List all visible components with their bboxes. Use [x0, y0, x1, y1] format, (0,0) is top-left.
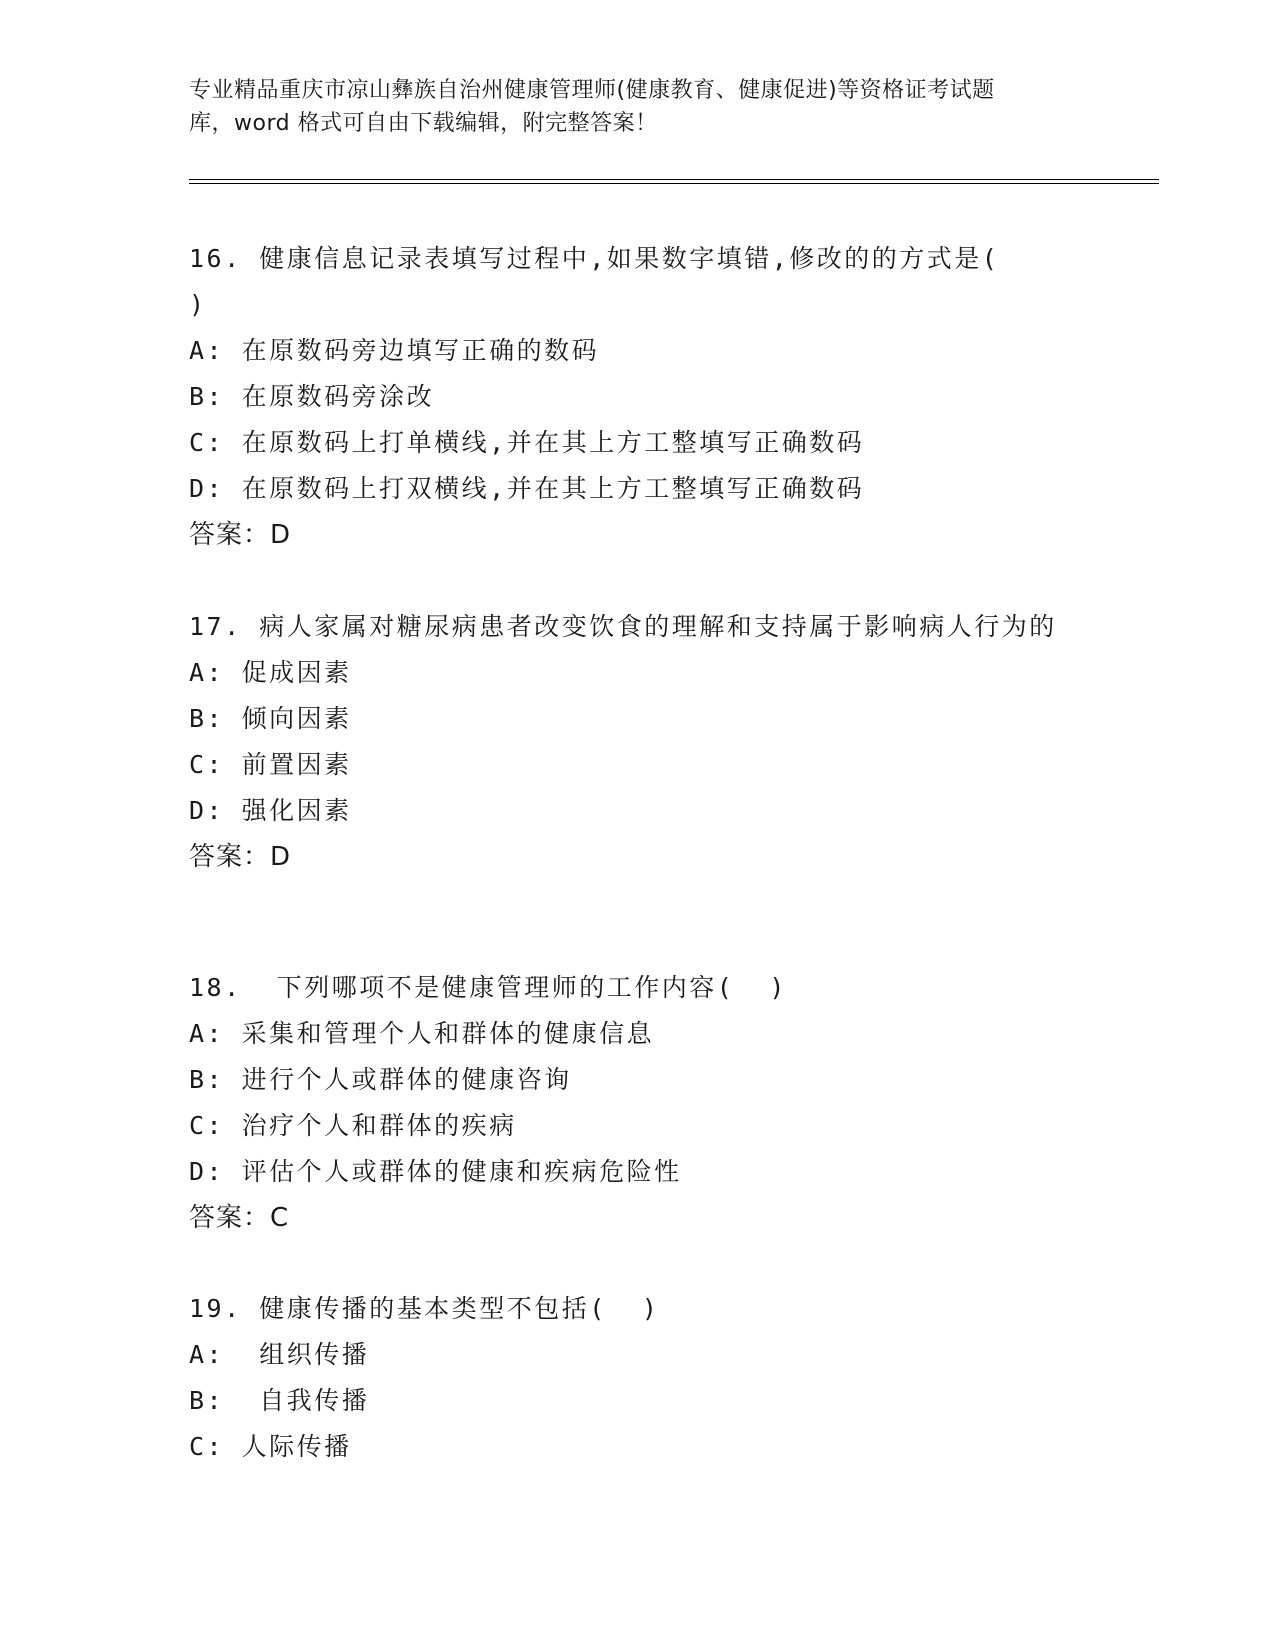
option-b: B: 在原数码旁涂改 [189, 382, 435, 411]
option-b: B: 自我传播 [189, 1386, 370, 1415]
answer: 答案：C [189, 1203, 290, 1233]
option-a: A: 在原数码旁边填写正确的数码 [189, 336, 600, 365]
option-d: D: 在原数码上打双横线,并在其上方工整填写正确数码 [189, 474, 865, 503]
option-b: B: 倾向因素 [189, 704, 352, 733]
option-d: D: 强化因素 [189, 796, 352, 825]
question-17 [189, 604, 1059, 880]
option-a: A: 采集和管理个人和群体的健康信息 [189, 1019, 655, 1048]
option-c: C: 在原数码上打单横线,并在其上方工整填写正确数码 [189, 428, 865, 457]
document-header [189, 74, 1089, 140]
option-a: A: 组织传播 [189, 1340, 370, 1369]
option-c: C: 人际传播 [189, 1432, 352, 1461]
question-stem: 19. 健康传播的基本类型不包括( ) [189, 1294, 660, 1323]
option-a: A: 促成因素 [189, 658, 352, 687]
header-divider-bottom [189, 183, 1159, 184]
question-stem: 18. 下列哪项不是健康管理师的工作内容( ) [189, 973, 787, 1002]
question-stem: 17. 病人家属对糖尿病患者改变饮食的理解和支持属于影响病人行为的 [189, 612, 1057, 641]
question-16 [189, 236, 1009, 558]
question-18 [189, 965, 1089, 1241]
header-line-2: 库，word 格式可自由下载编辑，附完整答案！ [189, 111, 658, 136]
header-line-1: 专业精品重庆市凉山彝族自治州健康管理师(健康教育、健康促进)等资格证考试题 [189, 78, 995, 103]
answer: 答案：D [189, 520, 292, 550]
option-d: D: 评估个人或群体的健康和疾病危险性 [189, 1157, 682, 1186]
answer: 答案：D [189, 842, 292, 872]
header-divider-top [189, 179, 1159, 180]
option-b: B: 进行个人或群体的健康咨询 [189, 1065, 572, 1094]
question-stem: 16. 健康信息记录表填写过程中,如果数字填错,修改的的方式是( ) [189, 244, 1000, 319]
option-c: C: 治疗个人和群体的疾病 [189, 1111, 517, 1140]
option-c: C: 前置因素 [189, 750, 352, 779]
question-19 [189, 1286, 1089, 1470]
